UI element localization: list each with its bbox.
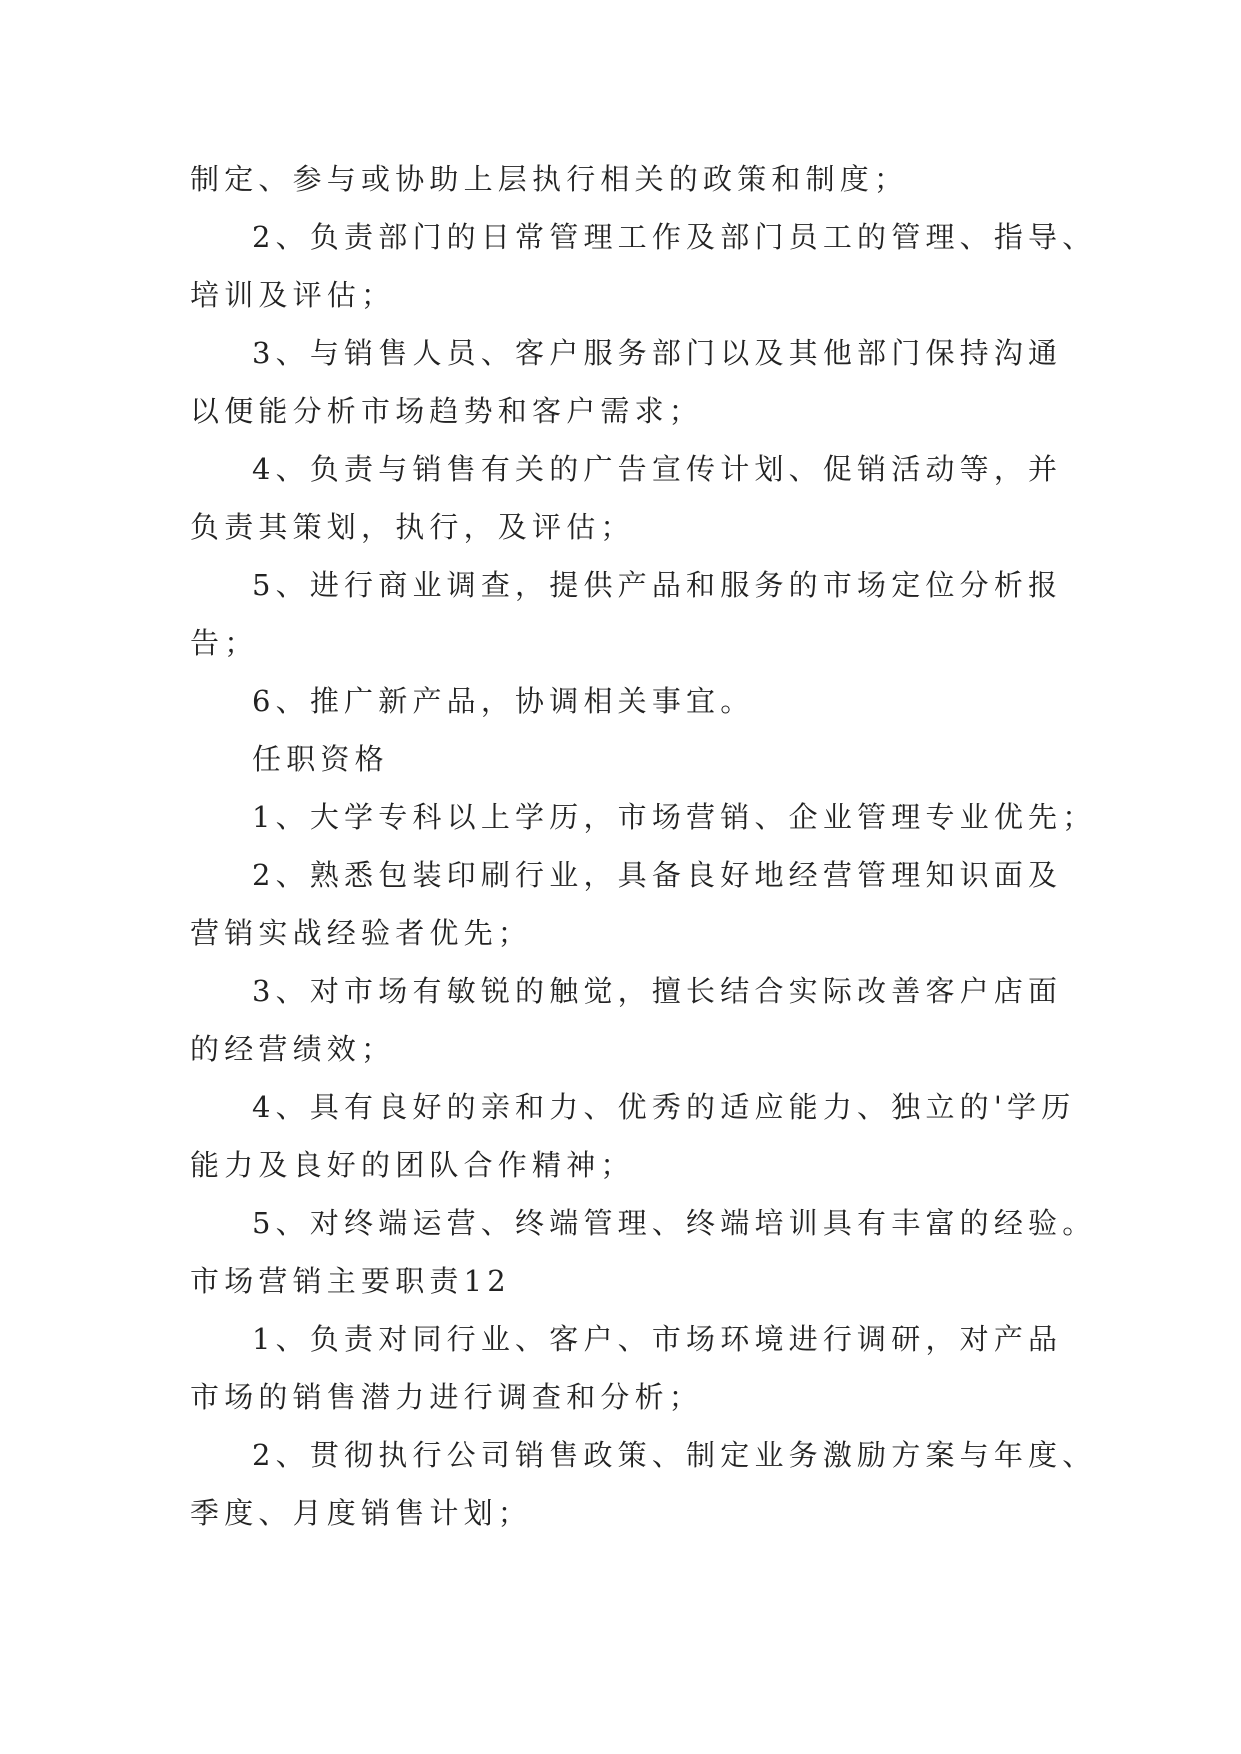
paragraph-line: 培训及评估； (190, 278, 396, 312)
paragraph-line: 5、对终端运营、终端管理、终端培训具有丰富的经验。 (252, 1206, 1097, 1240)
paragraph-line: 的经营绩效； (190, 1032, 396, 1066)
paragraph-line: 2、熟悉包装印刷行业，具备良好地经营管理知识面及 (252, 858, 1063, 892)
paragraph-line: 市场的销售潜力进行调查和分析； (190, 1380, 704, 1414)
paragraph-line: 营销实战经验者优先； (190, 916, 533, 950)
paragraph-line: 4、具有良好的亲和力、优秀的适应能力、独立的'学历 (252, 1090, 1076, 1124)
paragraph-line: 能力及良好的团队合作精神； (190, 1148, 635, 1182)
paragraph-line: 4、负责与销售有关的广告宣传计划、促销活动等，并 (252, 452, 1063, 486)
document-body (190, 150, 1097, 1542)
paragraph-line: 告； (190, 626, 259, 660)
paragraph-line: 2、负责部门的日常管理工作及部门员工的管理、指导、 (252, 220, 1097, 254)
paragraph-line: 3、对市场有敏锐的触觉，擅长结合实际改善客户店面 (252, 974, 1063, 1008)
paragraph-line: 以便能分析市场趋势和客户需求； (190, 394, 704, 428)
section-heading: 任职资格 (252, 742, 389, 776)
paragraph-line: 季度、月度销售计划； (190, 1496, 533, 1530)
paragraph-line: 负责其策划，执行，及评估； (190, 510, 635, 544)
paragraph-line: 6、推广新产品，协调相关事宜。 (252, 684, 755, 718)
paragraph-line: 5、进行商业调查，提供产品和服务的市场定位分析报 (252, 568, 1063, 602)
paragraph-line: 制定、参与或协助上层执行相关的政策和制度； (190, 162, 909, 196)
paragraph-line: 3、与销售人员、客户服务部门以及其他部门保持沟通 (252, 336, 1063, 370)
section-heading: 市场营销主要职责12 (190, 1264, 511, 1298)
paragraph-line: 1、大学专科以上学历，市场营销、企业管理专业优先； (252, 800, 1097, 834)
paragraph-line: 2、贯彻执行公司销售政策、制定业务激励方案与年度、 (252, 1438, 1097, 1472)
paragraph-line: 1、负责对同行业、客户、市场环境进行调研，对产品 (252, 1322, 1063, 1356)
